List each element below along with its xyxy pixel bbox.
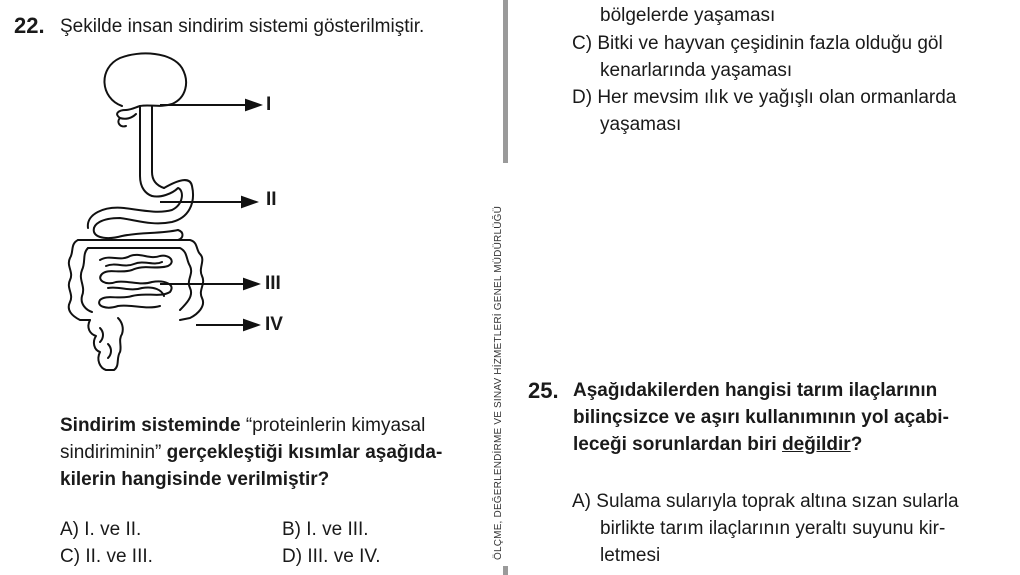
prompt-bold-3: kilerin hangisinde verilmiştir? — [60, 469, 330, 490]
q24-option-c-line2: kenarlarında yaşaması — [600, 60, 793, 81]
mouth-cavity-outline — [104, 53, 186, 110]
q25-option-a-line2: birlikte tarım ilaçlarının yeraltı suyunu kir- — [600, 518, 946, 539]
prompt-bold-2: gerçekleştiği kısımlar aşağıda- — [161, 442, 443, 463]
question-25-line2: bilinçsizce ve aşırı kullanımının yol açabi- — [573, 407, 949, 428]
q24-option-c-line1[interactable]: C) Bitki ve hayvan çeşidinin fazla olduğu göl — [572, 33, 943, 54]
question-25-line3 — [573, 431, 862, 458]
q24-option-d-line2: yaşaması — [600, 114, 682, 135]
question-22-prompt — [60, 412, 490, 493]
rectum-outline — [88, 318, 122, 370]
question-25-line3-pre: leceği sorunlardan biri — [573, 434, 783, 455]
question-22-number: 22. — [14, 13, 45, 38]
question-25-line1: Aşağıdakilerden hangisi tarım ilaçlarının — [573, 380, 938, 401]
esophagus-outline — [140, 106, 152, 196]
prompt-normal-2: sindiriminin” — [60, 442, 162, 463]
q24-option-b-tail: bölgelerde yaşaması — [600, 5, 776, 26]
column-divider-bottom — [503, 566, 508, 575]
question-25-number: 25. — [528, 378, 559, 403]
prompt-normal-1: “proteinlerin kimyasal — [240, 415, 426, 436]
diagram-label-4: IV — [265, 314, 283, 335]
option-c[interactable]: C) II. ve III. — [60, 546, 153, 567]
question-22-stem: Şekilde insan sindirim sistemi gösterilmiştir. — [60, 16, 425, 37]
option-b[interactable]: B) I. ve III. — [282, 519, 369, 540]
digestive-system-diagram — [60, 48, 300, 383]
option-d[interactable]: D) III. ve IV. — [282, 546, 381, 567]
diagram-label-1: I — [266, 94, 272, 115]
column-divider — [503, 0, 508, 163]
prompt-bold-1: Sindirim sisteminde — [60, 415, 241, 436]
diagram-label-3: III — [265, 273, 281, 294]
option-a[interactable]: A) I. ve II. — [60, 519, 142, 540]
q24-option-d-line1[interactable]: D) Her mevsim ılık ve yağışlı olan ormanlarda — [572, 87, 957, 108]
q25-option-a-line3: letmesi — [600, 545, 661, 566]
q25-option-a-line1[interactable]: A) Sulama sularıyla toprak altına sızan sularla — [572, 491, 959, 512]
sidebar-vertical-text: ÖLÇME, DEĞERLENDİRME VE SINAV HİZMETLERİ GENEL MÜDÜRLÜĞÜ — [493, 205, 504, 560]
question-25-negation: değildir — [782, 434, 851, 455]
question-25-line3-post: ? — [850, 434, 863, 455]
diagram-label-2: II — [266, 189, 277, 210]
